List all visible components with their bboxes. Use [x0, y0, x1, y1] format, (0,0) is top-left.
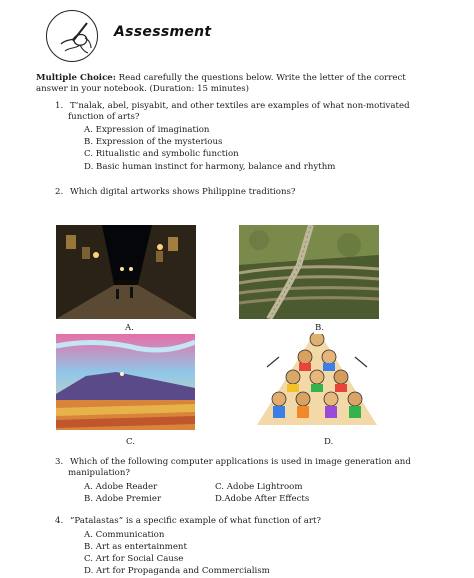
hand-writing-icon [46, 10, 98, 62]
artwork-b-rice-terraces [239, 225, 379, 319]
question-number: 3. [55, 457, 64, 467]
q3-option-a: A. Adobe Reader [84, 482, 158, 492]
q3-option-d: D.Adobe After Effects [215, 494, 310, 504]
caption-b: B. [315, 323, 325, 333]
artwork-c-landscape [56, 334, 195, 430]
q1-option-a: A. Expression of imagination [84, 125, 210, 135]
q1-option-d: D. Basic human instinct for harmony, balance and rhythm [84, 162, 336, 172]
caption-d: D. [324, 437, 334, 447]
question-number: 4. [55, 516, 64, 526]
q1-option-c: C. Ritualistic and symbolic function [84, 149, 239, 159]
multiple-choice-label: Multiple Choice: [36, 73, 116, 83]
question-1-line-1 [55, 101, 410, 112]
page-title: Assessment [114, 24, 212, 40]
question-text: Which of the following computer applications is used in image generation and [69, 457, 411, 467]
question-number: 1. [55, 101, 64, 111]
caption-a: A. [125, 323, 134, 333]
artwork-a-night-street [56, 225, 196, 319]
artwork-d-cartoon-crowd [247, 327, 387, 427]
q4-option-a: A. Communication [84, 530, 165, 540]
question-3-line-2: manipulation? [68, 468, 130, 478]
question-text: Which digital artworks shows Philippine traditions? [69, 187, 296, 197]
question-3-line-1 [55, 457, 411, 468]
q1-option-b: B. Expression of the mysterious [84, 137, 223, 147]
instructions-line-2: answer in your notebook. (Duration: 15 minutes) [36, 84, 250, 94]
q3-option-b: B. Adobe Premier [84, 494, 162, 504]
question-1-line-2: function of arts? [68, 112, 140, 122]
question-text: T’nalak, abel, pisyabit, and other textiles are examples of what non-motivated [69, 101, 410, 111]
q4-option-c: C. Art for Social Cause [84, 554, 184, 564]
question-2 [55, 187, 296, 198]
question-number: 2. [55, 187, 64, 197]
q4-option-b: B. Art as entertainment [84, 542, 187, 552]
instructions-text: Read carefully the questions below. Write the letter of the correct [115, 73, 406, 83]
caption-c: C. [126, 437, 136, 447]
q4-option-d: D. Art for Propaganda and Commercialism [84, 566, 270, 576]
q3-option-c: C. Adobe Lightroom [215, 482, 303, 492]
question-4 [55, 516, 321, 527]
instructions-line-1 [36, 73, 406, 84]
question-text: “Patalastas” is a specific example of what function of art? [69, 516, 322, 526]
